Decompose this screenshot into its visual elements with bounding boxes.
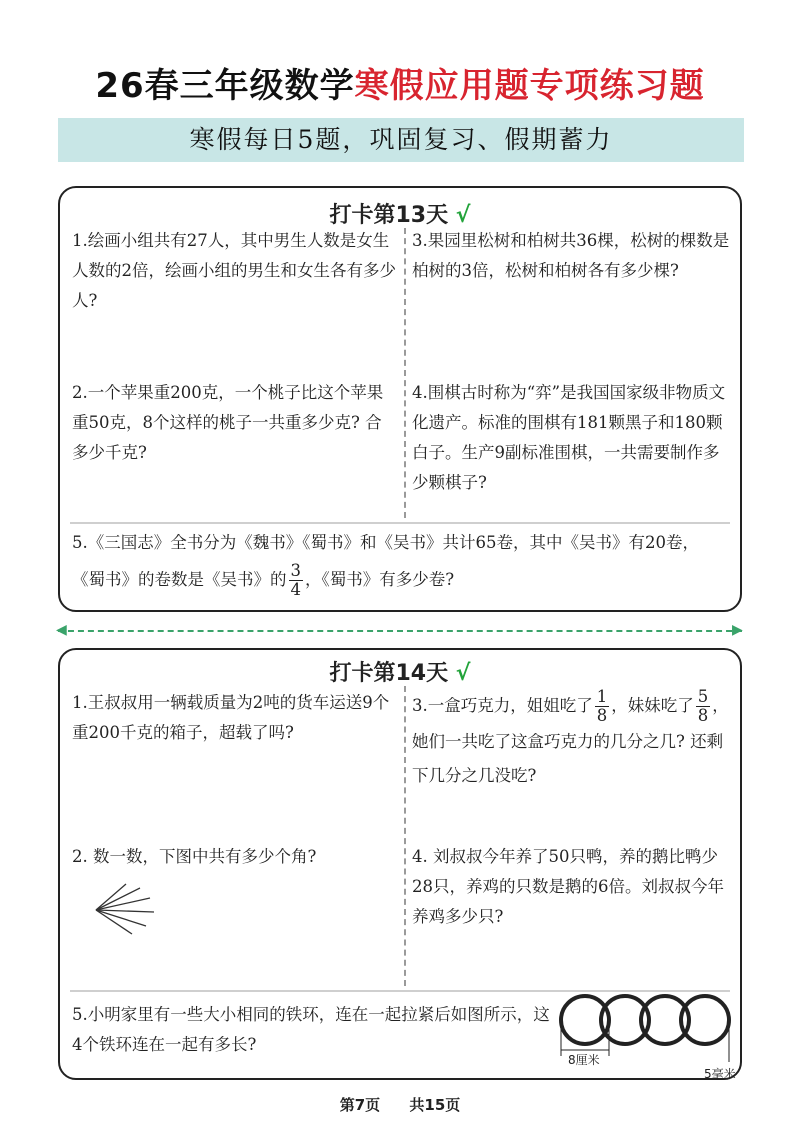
day14-q3-tail: ，她们一共吃了这盒巧克力的几分之几? 还剩下几分之几没吃? [412,696,729,785]
column-divider [404,686,406,986]
day13-question-4: 4.围棋古时称为“弈”是我国国家级非物质文化遗产。标准的围棋有181颗黑子和180颗白子。生产9副标准围棋，一共需要制作多少颗棋子? [412,383,726,492]
iron-rings-figure [558,990,742,1082]
day14-q3-mid: ，妹妹吃了 [611,696,694,715]
column-divider [404,228,406,518]
page-title [0,58,800,107]
checkmark-icon: √ [455,661,471,686]
fraction-numerator: 3 [290,561,301,580]
fraction-numerator: 1 [596,687,608,706]
page-total: 共15页 [409,1096,461,1114]
page-footer [0,1094,800,1115]
day14-title [60,656,740,687]
day13-q5-line1: 5.《三国志》全书分为《魏书》《蜀书》和《吴书》共计65卷，其中《吴书》有20卷， [72,533,699,552]
day14-card [58,648,742,1080]
title-grade: 26春三年级数学 [95,66,355,106]
day13-q5-line2 [72,562,736,599]
day13-title-text: 打卡第13天 [329,203,449,228]
fraction [595,688,610,725]
subtitle-banner: 寒假每日5题，巩固复习、假期蓄力 [58,118,744,162]
day13-question-2: 2.一个苹果重200克，一个桃子比这个苹果重50克，8个这样的桃子一共重多少克? 合多少千克? [72,383,384,462]
day14-question-5: 5.小明家里有一些大小相同的铁环，连在一起拉紧后如图所示，这4个铁环连在一起有多长? [72,1005,550,1054]
section-separator [58,630,742,632]
fraction-denominator: 4 [290,580,301,599]
arrow-left-icon: ◀ [56,622,67,638]
day14-question-4: 4. 刘叔叔今年养了50只鸭，养的鹅比鸭少28只，养鸡的只数是鹅的6倍。刘叔叔今年养鸡多少只? [412,847,724,926]
fraction-denominator: 8 [596,706,608,725]
day14-question-2: 2. 数一数，下图中共有多少个角? [72,847,317,866]
row-divider [70,522,730,524]
fraction [289,562,304,599]
arrow-right-icon: ▶ [732,622,743,638]
title-topic: 寒假应用题专项练习题 [354,66,705,106]
fraction-denominator: 8 [697,706,709,725]
page-number: 第7页 [339,1096,381,1114]
day13-question-1: 1.绘画小组共有27人，其中男生人数是女生人数的2倍，绘画小组的男生和女生各有多少人? [72,231,396,310]
day14-q3-text: 3.一盒巧克力，姐姐吃了 [412,696,593,715]
fraction [696,688,711,725]
angle-rays-figure [88,882,178,942]
day13-q5-tail: ，《蜀书》有多少卷? [305,570,455,589]
day13-title [60,198,740,229]
day13-card [58,186,742,612]
ring-width-label: 8厘米 [568,1053,600,1067]
day13-question-5 [72,528,736,599]
day14-question-1: 1.王叔叔用一辆载质量为2吨的货车运送9个重200千克的箱子，超载了吗? [72,693,390,742]
day13-q5-text: 《蜀书》的卷数是《吴书》的 [72,570,287,589]
checkmark-icon: √ [455,203,471,228]
fraction-numerator: 5 [697,687,709,706]
ring-thickness-label: 5毫米 [704,1067,736,1081]
day14-question-3 [412,688,734,793]
day13-question-3: 3.果园里松树和柏树共36棵，松树的棵数是柏树的3倍，松树和柏树各有多少棵? [412,231,730,280]
day14-title-text: 打卡第14天 [329,661,449,686]
